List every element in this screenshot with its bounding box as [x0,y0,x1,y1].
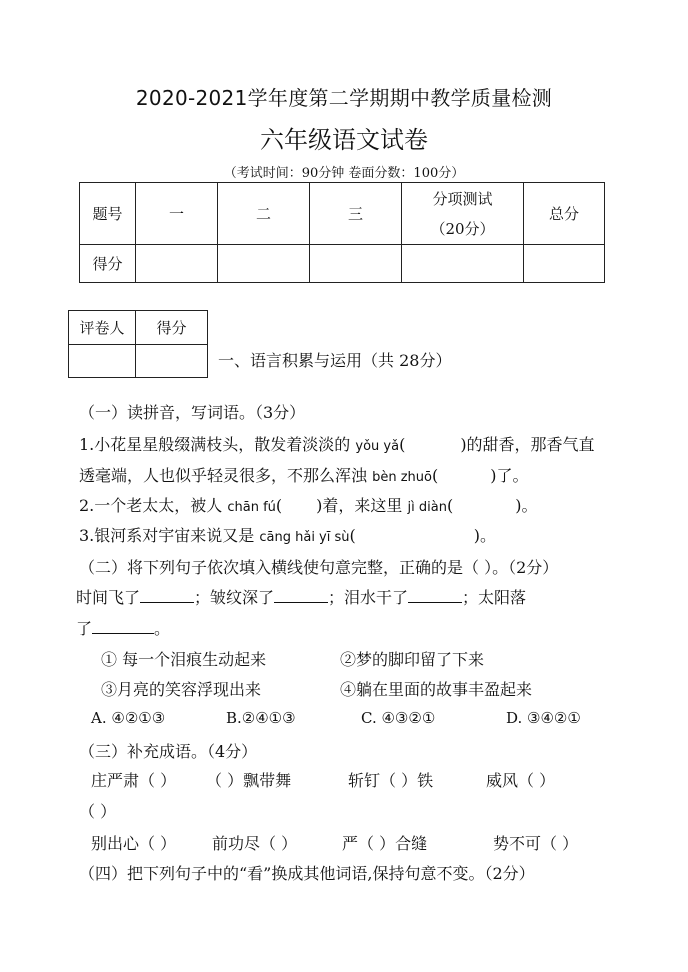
score-table-score-row [80,245,605,283]
score-header-split-note: （20分） [430,219,495,238]
q1-text-a: 1.小花星星般缀满枝头，散发着淡淡的 [79,435,351,454]
option-1: ① 每一个泪痕生动起来 [101,650,267,669]
q2-pinyin-1: chān fú [227,500,276,515]
sentence-f: 。 [154,619,171,638]
score-cell [402,245,524,283]
part1-heading: （一）读拼音，写词语。（3分） [79,403,306,422]
part2-heading: （二）将下列句子依次填入横线使句意完整，正确的是（ ）。（2分） [79,558,559,577]
q2-text-c: )着，来这里 [316,496,403,515]
q2-text-a: 2.一个老太太，被人 [79,496,223,515]
q1-pinyin-1: yǒu yǎ [355,439,400,454]
idiom-item-1[interactable]: 庄严肃（ ） [91,771,177,790]
grader-cell [136,345,208,378]
sentence-d: ；太阳落 [462,588,527,607]
part4-heading: （四）把下列句子中的“看”换成其他词语,保持句意不变。（2分） [79,864,535,883]
q1-text-d: 透毫端，人也似乎轻灵很多，不那么浑浊 [79,466,368,485]
grader-score-label: 得分 [136,311,208,345]
idiom-item-2[interactable]: （ ）飘带舞 [206,771,292,790]
idiom-item-4-wrap[interactable]: （ ） [79,802,117,821]
score-header-cell-split [402,183,524,245]
score-cell [310,245,402,283]
choice-b[interactable]: B.②④①③ [226,709,296,727]
score-row-label: 得分 [80,245,136,283]
score-table [79,182,605,283]
q2-text-e: )。 [515,496,538,515]
option-4: ④躺在里面的故事丰盈起来 [340,680,533,699]
fill-blank-2[interactable] [274,601,328,603]
grader-table [68,310,208,378]
q1-pinyin-2: bèn zhuō [372,470,432,485]
idiom-item-4[interactable]: 威风（ ） [486,771,556,790]
exam-subtitle: 六年级语文试卷 [260,126,428,154]
sentence-a: 时间飞了 [76,588,141,607]
part2-sentence-line-1 [76,585,526,608]
q2-paren-open-2: ( [446,496,454,515]
choice-a[interactable]: A. ④②①③ [91,709,166,727]
q3-text-c: )。 [473,526,497,545]
idiom-item-8[interactable]: 势不可（ ） [493,834,579,853]
score-header-cell: 一 [136,183,218,245]
q1-paren-open: ( [399,435,406,454]
score-header-split-label: 分项测试 [432,189,493,208]
part3-heading: （三）补充成语。（4分） [79,742,258,761]
part2-sentence-line-2 [76,616,170,639]
question-1-line-2 [79,463,529,486]
fill-blank-4[interactable] [92,632,154,634]
sentence-e: 了 [76,619,93,638]
q3-text-a: 3.银河系对宇宙来说又是 [79,526,255,545]
section-title: 一、语言积累与运用（共 28分） [218,351,452,370]
score-cell [136,245,218,283]
choice-d[interactable]: D. ③④②① [506,709,581,727]
sentence-b: ；皱纹深了 [194,588,275,607]
q3-pinyin: cāng hǎi yī sù [259,530,350,545]
score-header-cell: 二 [218,183,310,245]
q2-paren-open-1: ( [275,496,283,515]
choice-c[interactable]: C. ④③②① [361,709,436,727]
idiom-item-5[interactable]: 别出心（ ） [91,834,177,853]
q1-paren-open-2: ( [432,466,439,485]
fill-blank-3[interactable] [408,601,462,603]
q2-pinyin-2: jì diàn [407,500,447,515]
score-header-cell: 总分 [524,183,605,245]
grader-cell [69,345,136,378]
question-2 [79,493,537,516]
score-header-cell: 三 [310,183,402,245]
q1-text-f: )了。 [490,466,529,485]
fill-blank-1[interactable] [140,601,194,603]
sentence-c: ；泪水干了 [328,588,409,607]
q3-paren-open: ( [349,526,356,545]
idiom-item-7[interactable]: 严（ ）合缝 [342,834,428,853]
option-3: ③月亮的笑容浮现出来 [101,680,262,699]
score-cell [218,245,310,283]
question-1-line-1 [79,432,595,455]
idiom-item-6[interactable]: 前功尽（ ） [212,834,298,853]
exam-title: 2020-2021学年度第二学期期中教学质量检测 [135,86,553,110]
question-3 [79,523,496,546]
q1-text-c: )的甜香，那香气直 [460,435,595,454]
option-2: ②梦的脚印留了下来 [340,650,485,669]
score-cell [524,245,605,283]
exam-info: （考试时间：90分钟 卷面分数：100分） [223,166,465,181]
idiom-item-3[interactable]: 斩钉（ ）铁 [348,771,434,790]
score-table-header-row [80,183,605,245]
grader-label: 评卷人 [69,311,136,345]
score-header-cell: 题号 [80,183,136,245]
